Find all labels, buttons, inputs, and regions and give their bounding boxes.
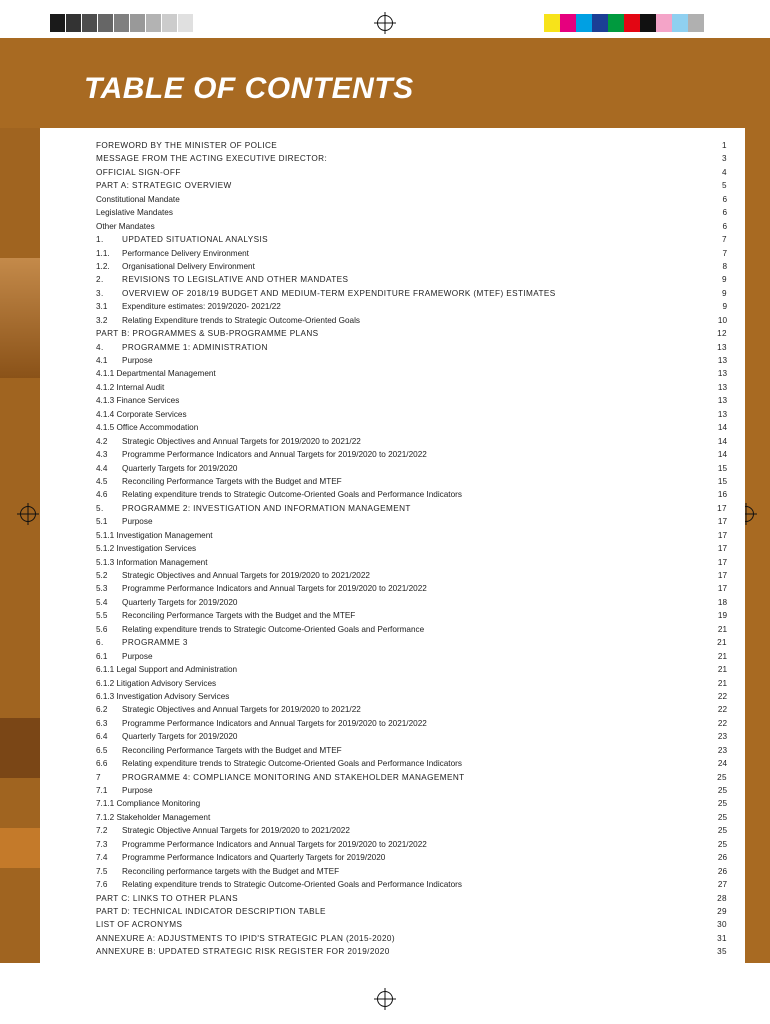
toc-entry-title: Programme Performance Indicators and Annual Targets for 2019/2020 to 2021/2022 [122, 584, 427, 594]
registration-mark-bottom-icon [377, 991, 393, 1007]
toc-entry-number: 6.6 [96, 759, 108, 769]
toc-entry-number: 1.2. [96, 261, 110, 271]
toc-entry-title: 4.1.5 Office Accommodation [96, 423, 199, 433]
toc-entry-page: 14 [717, 436, 727, 446]
toc-entry[interactable] [96, 475, 727, 488]
toc-entry-title: Other Mandates [96, 221, 155, 231]
toc-entry-page: 28 [717, 893, 727, 903]
toc-entry-title: 6.1.2 Litigation Advisory Services [96, 678, 217, 688]
toc-entry-title: Purpose [122, 517, 153, 527]
printer-marks-strip [0, 0, 770, 38]
toc-entry-number: 1. [96, 235, 104, 245]
grayscale-calibration-bar [50, 14, 194, 32]
toc-entry[interactable] [96, 811, 727, 824]
toc-list [96, 139, 727, 959]
toc-entry-page: 24 [717, 759, 727, 769]
toc-entry-title: 7.1.2 Stakeholder Management [96, 812, 211, 822]
toc-entry-title: Relating expenditure trends to Strategic Outcome-Oriented Goals and Performance Indicators [122, 490, 462, 500]
toc-entry-number: 6. [96, 638, 104, 648]
toc-entry-title: Relating expenditure trends to Strategic Outcome-Oriented Goals and Performance Indicators [122, 759, 462, 769]
toc-entry-title: 7.1.1 Compliance Monitoring [96, 799, 201, 809]
toc-entry[interactable] [96, 596, 727, 609]
toc-entry-page: 17 [717, 503, 727, 513]
toc-entry-title: Legislative Mandates [96, 208, 173, 218]
toc-entry-page: 12 [717, 329, 727, 339]
toc-entry[interactable] [96, 623, 727, 636]
toc-entry-title: PROGRAMME 4: COMPLIANCE MONITORING AND STAKEHOLDER MANAGEMENT [122, 772, 465, 782]
toc-entry-page: 27 [717, 880, 727, 890]
toc-entry[interactable] [96, 824, 727, 837]
toc-entry-title: 4.1.4 Corporate Services [96, 409, 187, 419]
toc-entry[interactable] [96, 582, 727, 595]
toc-entry-number: 3.2 [96, 315, 108, 325]
color-swatch [576, 14, 592, 32]
toc-entry-number: 7 [96, 772, 101, 782]
toc-entry-number: 5. [96, 503, 104, 513]
toc-entry-title: PART A: STRATEGIC OVERVIEW [96, 181, 232, 191]
toc-entry-number: 4.1 [96, 356, 108, 365]
toc-entry-number: 6.5 [96, 745, 108, 755]
toc-entry-title: Relating expenditure trends to Strategic Outcome-Oriented Goals and Performance [122, 624, 425, 634]
toc-entry-title: ANNEXURE A: ADJUSTMENTS TO IPID'S STRATEGIC PLAN (2015-2020) [96, 933, 396, 943]
toc-entry-number: 5.4 [96, 597, 108, 607]
toc-entry-title: PART C: LINKS TO OTHER PLANS [96, 893, 238, 903]
toc-entry-number: 3.1 [96, 302, 108, 312]
toc-entry-title: Reconciling Performance Targets with the Budget and MTEF [122, 476, 342, 486]
toc-entry-page: 15 [717, 476, 727, 486]
toc-entry-number: 5.3 [96, 584, 108, 594]
toc-entry-number: 4.3 [96, 450, 108, 460]
toc-entry-page: 26 [717, 866, 727, 876]
toc-entry-page: 22 [717, 691, 727, 701]
toc-entry-title: Programme Performance Indicators and Annual Targets for 2019/2020 to 2021/2022 [122, 450, 427, 460]
toc-entry[interactable] [96, 300, 727, 313]
toc-entry-title: PROGRAMME 2: INVESTIGATION AND INFORMATION MANAGEMENT [122, 503, 411, 513]
toc-entry[interactable] [96, 193, 727, 206]
toc-entry-number: 4. [96, 342, 104, 352]
toc-entry-title: PROGRAMME 1: ADMINISTRATION [122, 342, 268, 352]
toc-entry[interactable] [96, 435, 727, 448]
toc-entry[interactable] [96, 529, 727, 542]
toc-entry[interactable] [96, 556, 727, 569]
toc-entry-title: Relating expenditure trends to Strategic Outcome-Oriented Goals and Performance Indicators [122, 880, 462, 890]
toc-entry[interactable] [96, 690, 727, 703]
toc-entry-number: 5.1 [96, 517, 108, 527]
toc-entry[interactable] [96, 918, 727, 931]
toc-entry-title: Reconciling Performance Targets with the Budget and the MTEF [122, 611, 356, 621]
toc-entry[interactable] [96, 905, 727, 918]
toc-entry-page: 25 [717, 826, 727, 836]
color-swatch [608, 14, 624, 32]
toc-entry-page: 9 [722, 275, 727, 285]
toc-entry[interactable] [96, 865, 727, 878]
toc-entry[interactable] [96, 784, 727, 797]
toc-entry-number: 4.5 [96, 476, 108, 486]
toc-entry-page: 16 [717, 490, 727, 500]
toc-entry[interactable] [96, 542, 727, 555]
toc-entry-number: 7.2 [96, 826, 108, 836]
gray-swatch [98, 14, 114, 32]
bottom-printer-strip [0, 963, 770, 1024]
toc-entry-page: 21 [717, 651, 727, 661]
toc-entry[interactable] [96, 152, 727, 165]
toc-entry[interactable] [96, 851, 727, 864]
toc-entry-page: 13 [717, 356, 727, 365]
gray-swatch [130, 14, 146, 32]
toc-entry-page: 17 [717, 557, 727, 567]
toc-entry[interactable] [96, 515, 727, 528]
toc-entry[interactable] [96, 677, 727, 690]
toc-entry-page: 17 [717, 530, 727, 540]
toc-entry-page: 17 [717, 571, 727, 580]
toc-entry[interactable] [96, 932, 727, 945]
toc-entry-page: 6 [722, 221, 727, 231]
toc-entry[interactable] [96, 381, 727, 394]
toc-entry-number: 4.4 [96, 463, 108, 473]
toc-entry-title: Strategic Objectives and Annual Targets for 2019/2020 to 2021/22 [122, 436, 361, 446]
toc-entry-number: 6.4 [96, 732, 108, 742]
toc-entry-page: 25 [717, 772, 727, 782]
toc-entry-title: REVISIONS TO LEGISLATIVE AND OTHER MANDATES [122, 275, 349, 285]
toc-entry-page: 25 [717, 812, 727, 822]
toc-entry-title: Strategic Objectives and Annual Targets for 2019/2020 to 2021/22 [122, 705, 361, 715]
toc-entry-number: 6.1 [96, 651, 108, 661]
toc-entry[interactable] [96, 502, 727, 515]
toc-entry-title: Programme Performance Indicators and Quarterly Targets for 2019/2020 [122, 853, 386, 863]
toc-entry-page: 31 [717, 933, 727, 943]
toc-entry[interactable] [96, 327, 727, 340]
toc-entry-page: 23 [717, 732, 727, 742]
color-swatch [544, 14, 560, 32]
toc-entry[interactable] [96, 744, 727, 757]
toc-entry-page: 13 [717, 382, 727, 392]
color-swatch [656, 14, 672, 32]
toc-entry-number: 5.2 [96, 571, 108, 580]
gray-swatch [82, 14, 98, 32]
toc-entry-page: 1 [722, 141, 727, 150]
toc-entry[interactable] [96, 609, 727, 622]
toc-page [40, 128, 745, 963]
toc-entry-title: PART D: TECHNICAL INDICATOR DESCRIPTION TABLE [96, 906, 326, 916]
toc-entry[interactable] [96, 206, 727, 219]
toc-entry-page: 26 [717, 853, 727, 863]
toc-entry[interactable] [96, 838, 727, 851]
toc-entry-title: Expenditure estimates: 2019/2020- 2021/22 [122, 302, 281, 312]
toc-entry[interactable] [96, 488, 727, 501]
color-calibration-bar [544, 14, 704, 32]
toc-entry-title: OVERVIEW OF 2018/19 BUDGET AND MEDIUM-TERM EXPENDITURE FRAMEWORK (MTEF) ESTIMATES [122, 288, 556, 298]
toc-entry-title: Purpose [122, 651, 153, 661]
toc-entry[interactable] [96, 717, 727, 730]
toc-entry-title: 5.1.2 Investigation Services [96, 544, 197, 554]
toc-entry-page: 30 [717, 920, 727, 930]
toc-entry-number: 7.6 [96, 880, 108, 890]
toc-entry[interactable] [96, 636, 727, 649]
toc-entry-page: 35 [717, 947, 727, 957]
toc-entry-page: 13 [717, 409, 727, 419]
toc-entry[interactable] [96, 421, 727, 434]
toc-entry-title: Relating Expenditure trends to Strategic Outcome-Oriented Goals [122, 315, 361, 325]
toc-entry-title: Purpose [122, 356, 153, 365]
toc-entry-title: Quarterly Targets for 2019/2020 [122, 597, 238, 607]
toc-entry-page: 3 [722, 154, 727, 164]
toc-entry-number: 7.4 [96, 853, 108, 863]
toc-entry[interactable] [96, 341, 727, 354]
toc-entry-title: PART B: PROGRAMMES & SUB-PROGRAMME PLANS [96, 329, 319, 339]
toc-entry-page: 21 [717, 624, 727, 634]
toc-entry[interactable] [96, 287, 727, 300]
toc-entry-page: 18 [717, 597, 727, 607]
toc-entry-title: 5.1.1 Investigation Management [96, 530, 213, 540]
toc-entry-page: 10 [717, 315, 727, 325]
toc-entry-title: Constitutional Mandate [96, 194, 180, 204]
registration-mark-left-icon [20, 506, 36, 522]
toc-entry-number: 4.2 [96, 436, 108, 446]
toc-entry[interactable] [96, 314, 727, 327]
toc-entry-page: 19 [717, 611, 727, 621]
toc-entry-title: MESSAGE FROM THE ACTING EXECUTIVE DIRECTOR: [96, 154, 328, 164]
gray-swatch [50, 14, 66, 32]
gray-swatch [114, 14, 130, 32]
toc-entry-title: 4.1.1 Departmental Management [96, 369, 216, 379]
toc-entry-title: Reconciling performance targets with the Budget and MTEF [122, 866, 340, 876]
toc-entry[interactable] [96, 448, 727, 461]
color-swatch [592, 14, 608, 32]
registration-mark-icon [377, 15, 393, 31]
toc-entry[interactable] [96, 139, 727, 152]
color-swatch [624, 14, 640, 32]
toc-entry-page: 8 [722, 261, 727, 271]
toc-entry-number: 3. [96, 288, 104, 298]
toc-entry[interactable] [96, 945, 727, 958]
toc-entry-number: 5.5 [96, 611, 108, 621]
toc-entry[interactable] [96, 166, 727, 179]
gray-swatch [66, 14, 82, 32]
toc-entry[interactable] [96, 757, 727, 770]
toc-entry-number: 7.3 [96, 839, 108, 849]
toc-entry[interactable] [96, 663, 727, 676]
toc-entry[interactable] [96, 878, 727, 891]
toc-entry-title: 4.1.3 Finance Services [96, 396, 180, 406]
toc-entry-page: 9 [722, 302, 727, 312]
toc-entry[interactable] [96, 354, 727, 367]
toc-entry-page: 23 [717, 745, 727, 755]
toc-entry-page: 7 [722, 248, 727, 258]
toc-entry-page: 21 [717, 665, 727, 675]
toc-entry-title: Quarterly Targets for 2019/2020 [122, 463, 238, 473]
toc-entry-title: Organisational Delivery Environment [122, 261, 255, 271]
toc-entry-page: 25 [717, 839, 727, 849]
toc-entry[interactable] [96, 408, 727, 421]
toc-entry-page: 6 [722, 208, 727, 218]
toc-entry-title: Performance Delivery Environment [122, 248, 249, 258]
toc-entry-title: FOREWORD BY THE MINISTER OF POLICE [96, 141, 278, 150]
toc-entry[interactable] [96, 260, 727, 273]
toc-entry[interactable] [96, 703, 727, 716]
color-swatch [672, 14, 688, 32]
toc-entry[interactable] [96, 394, 727, 407]
toc-entry[interactable] [96, 233, 727, 246]
toc-entry[interactable] [96, 892, 727, 905]
toc-entry-title: Programme Performance Indicators and Annual Targets for 2019/2020 to 2021/2022 [122, 839, 427, 849]
toc-entry-page: 7 [722, 235, 727, 245]
toc-entry-page: 17 [717, 544, 727, 554]
toc-entry-page: 21 [717, 678, 727, 688]
toc-entry-page: 6 [722, 194, 727, 204]
toc-entry[interactable] [96, 730, 727, 743]
toc-entry[interactable] [96, 247, 727, 260]
toc-entry-title: OFFICIAL SIGN-OFF [96, 167, 181, 177]
decorative-side-band [0, 128, 40, 963]
toc-entry-page: 25 [717, 786, 727, 795]
toc-entry-number: 2. [96, 275, 104, 285]
toc-entry[interactable] [96, 220, 727, 233]
toc-entry-title: 6.1.1 Legal Support and Administration [96, 665, 238, 675]
gray-swatch [162, 14, 178, 32]
toc-entry-page: 22 [717, 705, 727, 715]
toc-entry-number: 6.2 [96, 705, 108, 715]
color-swatch [560, 14, 576, 32]
toc-entry-title: ANNEXURE B: UPDATED STRATEGIC RISK REGISTER FOR 2019/2020 [96, 947, 390, 957]
toc-entry-title: Strategic Objectives and Annual Targets for 2019/2020 to 2021/2022 [122, 571, 370, 580]
toc-entry-page: 22 [717, 718, 727, 728]
toc-entry[interactable] [96, 569, 727, 582]
toc-entry-page: 13 [717, 342, 727, 352]
toc-entry-number: 4.6 [96, 490, 108, 500]
toc-entry-title: 4.1.2 Internal Audit [96, 382, 165, 392]
toc-entry-title: 6.1.3 Investigation Advisory Services [96, 691, 230, 701]
toc-entry-page: 13 [717, 369, 727, 379]
color-swatch [688, 14, 704, 32]
toc-entry-page: 15 [717, 463, 727, 473]
toc-entry-page: 29 [717, 906, 727, 916]
toc-entry-title: PROGRAMME 3 [122, 638, 188, 648]
toc-entry-title: Reconciling Performance Targets with the Budget and MTEF [122, 745, 342, 755]
toc-entry-number: 5.6 [96, 624, 108, 634]
toc-entry-title: Quarterly Targets for 2019/2020 [122, 732, 238, 742]
toc-entry-number: 1.1. [96, 248, 110, 258]
toc-entry[interactable] [96, 797, 727, 810]
toc-entry-page: 13 [717, 396, 727, 406]
toc-entry-page: 9 [722, 288, 727, 298]
gray-swatch [146, 14, 162, 32]
toc-entry-title: 5.1.3 Information Management [96, 557, 208, 567]
toc-entry-page: 21 [717, 638, 727, 648]
toc-entry-page: 14 [717, 423, 727, 433]
toc-entry[interactable] [96, 462, 727, 475]
toc-entry-number: 7.1 [96, 786, 108, 795]
toc-entry-page: 4 [722, 167, 727, 177]
toc-entry-title: LIST OF ACRONYMS [96, 920, 183, 930]
toc-entry-page: 17 [717, 517, 727, 527]
toc-entry[interactable] [96, 179, 727, 192]
toc-entry-title: UPDATED SITUATIONAL ANALYSIS [122, 235, 269, 245]
toc-entry[interactable] [96, 771, 727, 784]
toc-entry[interactable] [96, 650, 727, 663]
toc-entry-page: 14 [717, 450, 727, 460]
toc-entry-page: 25 [717, 799, 727, 809]
toc-entry-page: 5 [722, 181, 727, 191]
gray-swatch [178, 14, 194, 32]
toc-entry-title: Strategic Objective Annual Targets for 2019/2020 to 2021/2022 [122, 826, 350, 836]
toc-entry[interactable] [96, 367, 727, 380]
toc-entry-page: 17 [717, 584, 727, 594]
toc-entry[interactable] [96, 273, 727, 286]
toc-entry-title: Purpose [122, 786, 153, 795]
toc-entry-number: 6.3 [96, 718, 108, 728]
color-swatch [640, 14, 656, 32]
toc-entry-title: Programme Performance Indicators and Annual Targets for 2019/2020 to 2021/2022 [122, 718, 427, 728]
page-title: TABLE OF CONTENTS [84, 72, 414, 105]
toc-entry-number: 7.5 [96, 866, 108, 876]
